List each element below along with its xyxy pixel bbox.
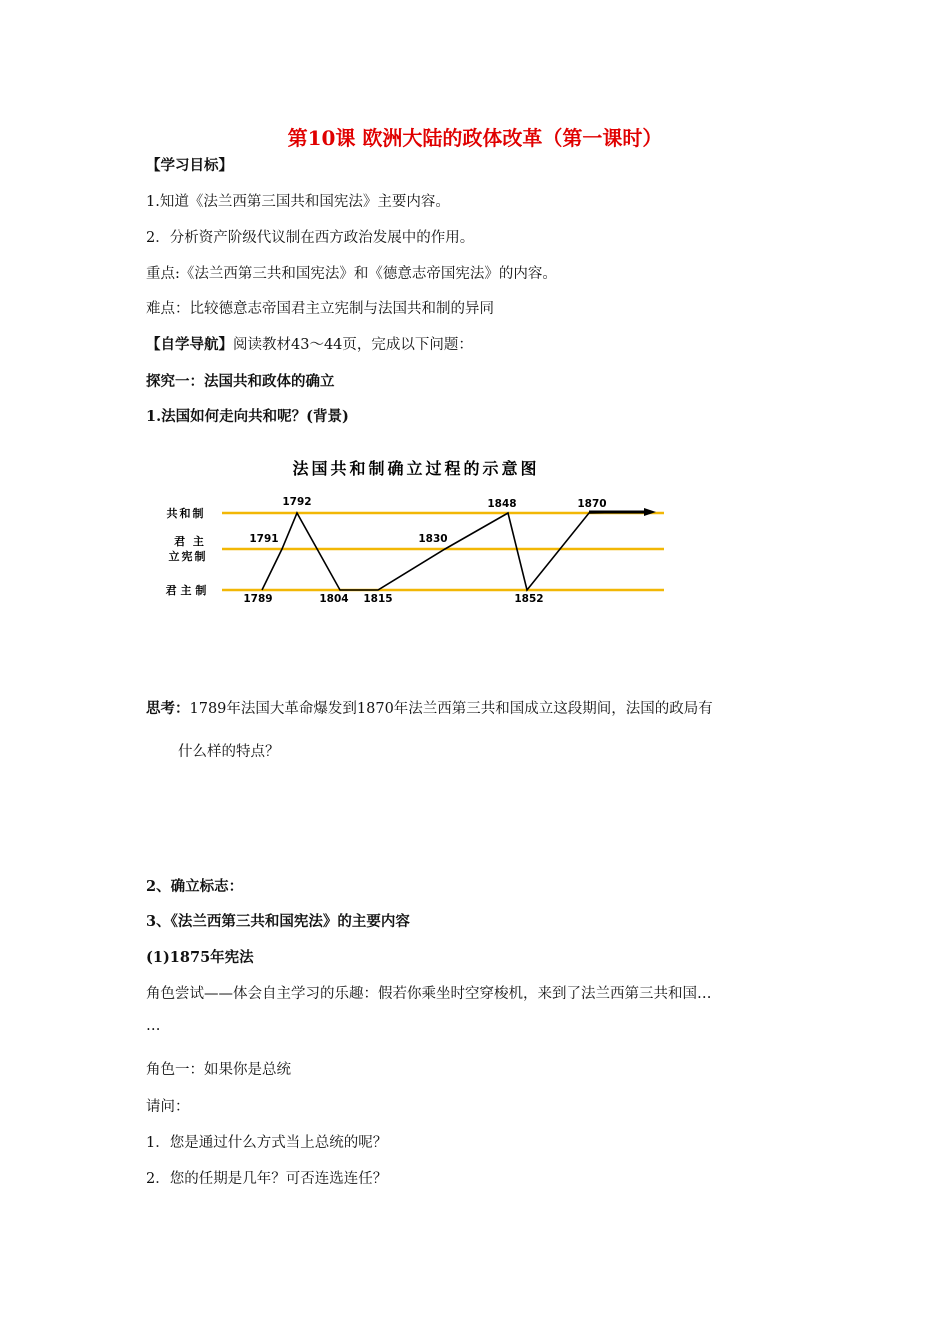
section-3: 3、《法兰西第三共和国宪法》的主要内容 — [146, 913, 410, 930]
year-label-1791: 1791 — [249, 533, 279, 545]
sub-section-1875: (1)1875年宪法 — [146, 949, 254, 966]
think-line-1 — [146, 697, 713, 718]
year-label-1789: 1789 — [243, 593, 273, 605]
think-text-1: 1789年法国大革命爆发到1870年法兰西第三共和国成立这段期间，法国的政局有 — [189, 701, 713, 717]
ask-label: 请问： — [146, 1099, 190, 1115]
objective-item-1: 1.知道《法兰西第三国共和国宪法》主要内容。 — [146, 194, 450, 210]
role-one: 角色一：如果你是总统 — [146, 1062, 291, 1078]
year-label-1870: 1870 — [577, 498, 607, 510]
diagram-title: 法国共和制确立过程的示意图 — [292, 459, 540, 478]
republic-process-diagram — [146, 450, 676, 620]
role-play-text: 角色尝试——体会自主学习的乐趣：假若你乘坐时空穿梭机，来到了法兰西第三共和国… — [146, 986, 712, 1002]
think-line-2: 什么样的特点？ — [178, 744, 280, 760]
section-2: 2、确立标志： — [146, 878, 244, 895]
objective-item-2: 2．分析资产阶级代议制在西方政治发展中的作用。 — [146, 230, 475, 246]
arrow-head — [644, 508, 656, 516]
objectives-heading: 【学习目标】 — [146, 157, 233, 174]
inquiry-question-1: 1.法国如何走向共和呢？(背景) — [146, 408, 349, 425]
level-label-constitutional-1: 君 主 — [174, 535, 206, 548]
inquiry-title: 探究一：法国共和政体的确立 — [146, 373, 335, 390]
think-label: 思考： — [146, 700, 190, 717]
role-question-1: 1．您是通过什么方式当上总统的呢？ — [146, 1135, 388, 1151]
role-question-2: 2．您的任期是几年？可否连选连任？ — [146, 1171, 388, 1187]
level-label-republic: 共和制 — [166, 507, 206, 520]
year-label-1792: 1792 — [282, 496, 312, 508]
level-label-monarchy: 君 主 制 — [165, 584, 207, 597]
process-line — [262, 512, 651, 590]
year-label-1804: 1804 — [319, 593, 349, 605]
guide-line — [146, 333, 473, 354]
key-point: 重点:《法兰西第三共和国宪法》和《德意志帝国宪法》的内容。 — [146, 266, 557, 282]
guide-text: 阅读教材43～44页，完成以下问题： — [233, 337, 473, 353]
year-label-1830: 1830 — [418, 533, 448, 545]
role-play-continued: … — [146, 1018, 161, 1034]
year-label-1848: 1848 — [487, 498, 517, 510]
guide-heading: 【自学导航】 — [146, 336, 233, 353]
year-label-1852: 1852 — [514, 593, 544, 605]
lesson-title: 第10课 欧洲大陆的政体改革（第一课时） — [287, 126, 663, 150]
level-label-constitutional-2: 立宪制 — [168, 550, 208, 563]
year-label-1815: 1815 — [363, 593, 393, 605]
difficulty-point: 难点：比较德意志帝国君主立宪制与法国共和制的异同 — [146, 301, 494, 317]
